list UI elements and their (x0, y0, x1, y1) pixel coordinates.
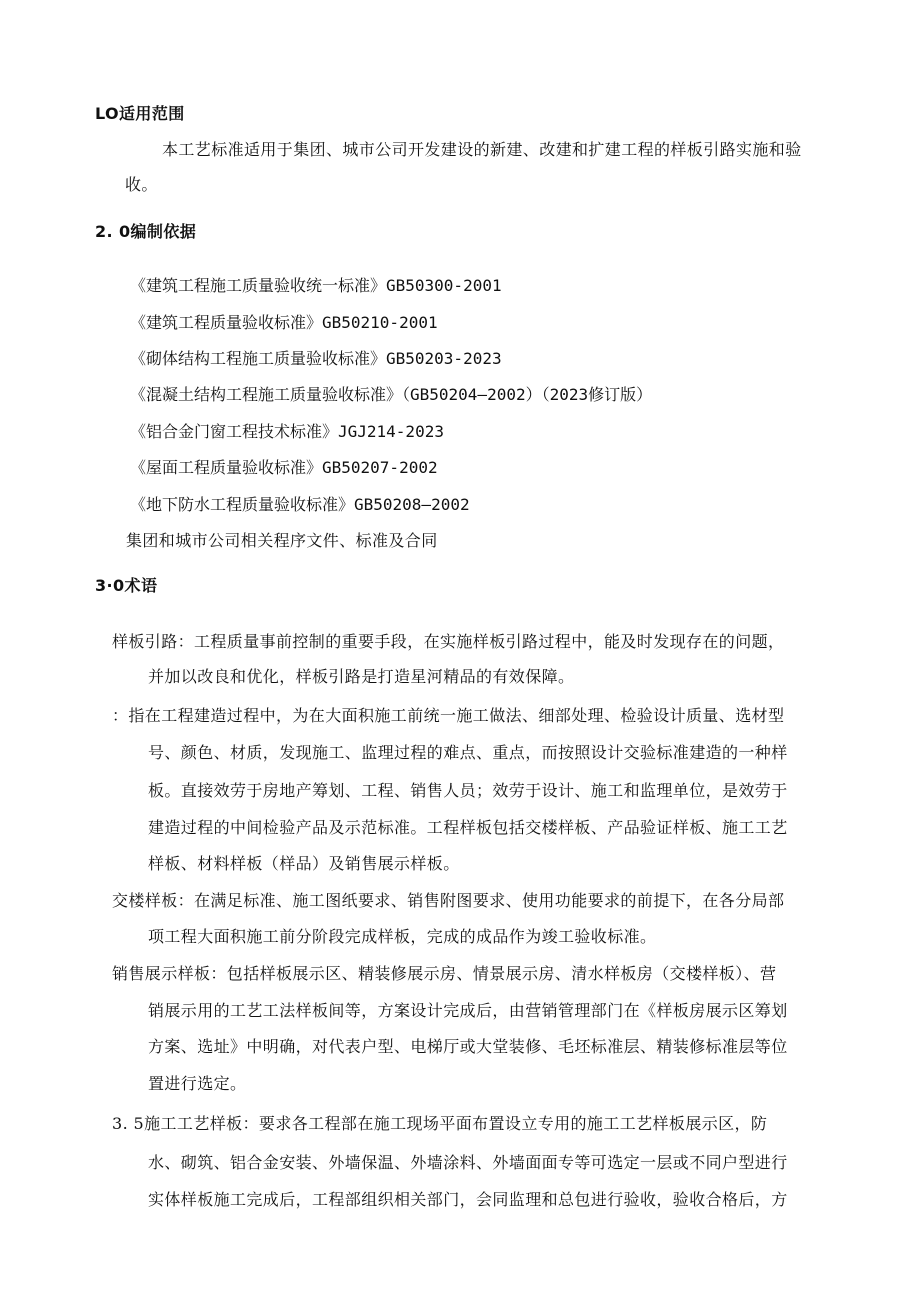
term-line: 3. 5施工工艺样板：要求各工程部在施工现场平面布置设立专用的施工工艺样板展示区，防 (112, 1114, 768, 1133)
paragraph-line: 收。 (125, 175, 158, 194)
reference-item: 《屋面工程质量验收标准》GB50207-2002 (130, 458, 438, 477)
term-line: 交楼样板：在满足标准、施工图纸要求、销售附图要求、使用功能要求的前提下，在各分局部 (112, 891, 785, 910)
section-heading-scope: LO适用范围 (95, 104, 185, 123)
reference-item: 《铝合金门窗工程技术标准》JGJ214-2023 (130, 422, 444, 441)
term-line: 样板、材料样板（样品）及销售展示样板。 (148, 854, 460, 873)
term-line: 建造过程的中间检验产品及示范标准。工程样板包括交楼样板、产品验证样板、施工工艺 (148, 818, 788, 837)
term-line: 项工程大面积施工前分阶段完成样板，完成的成品作为竣工验收标准。 (148, 927, 657, 946)
paragraph-line: 本工艺标准适用于集团、城市公司开发建设的新建、改建和扩建工程的样板引路实施和验 (162, 140, 802, 159)
reference-item: 《混凝土结构工程施工质量验收标准》（GB50204—2002）（2023修订版） (130, 385, 653, 404)
term-line: 置进行选定。 (148, 1074, 247, 1093)
reference-item: 《建筑工程质量验收标准》GB50210-2001 (130, 313, 438, 332)
term-line: 水、砌筑、铝合金安装、外墙保温、外墙涂料、外墙面面专等可选定一层或不同户型进行 (148, 1153, 788, 1172)
reference-item: 《砌体结构工程施工质量验收标准》GB50203-2023 (130, 349, 502, 368)
reference-tail: 集团和城市公司相关程序文件、标准及合同 (126, 531, 438, 550)
section-heading-terms: 3·0术语 (95, 576, 158, 595)
reference-item: 《地下防水工程质量验收标准》GB50208—2002 (130, 495, 470, 514)
term-line: 样板引路：工程质量事前控制的重要手段，在实施样板引路过程中，能及时发现存在的问题， (112, 632, 785, 651)
term-line: 板。直接效劳于房地产筹划、工程、销售人员；效劳于设计、施工和监理单位，是效劳于 (148, 781, 788, 800)
term-line: 销售展示样板：包括样板展示区、精装修展示房、情景展示房、清水样板房（交楼样板）、营 (112, 964, 777, 983)
term-line: ：指在工程建造过程中，为在大面积施工前统一施工做法、细部处理、检验设计质量、选材型 (112, 706, 785, 725)
term-line: 并加以改良和优化，样板引路是打造星河精品的有效保障。 (148, 667, 575, 686)
reference-item: 《建筑工程施工质量验收统一标准》GB50300-2001 (130, 276, 502, 295)
term-line: 号、颜色、材质，发现施工、监理过程的难点、重点，而按照设计交验标准建造的一种样 (148, 743, 788, 762)
term-line: 实体样板施工完成后，工程部组织相关部门，会同监理和总包进行验收，验收合格后，方 (148, 1190, 788, 1209)
section-heading-basis: 2. 0编制依据 (95, 222, 197, 241)
term-line: 方案、选址》中明确，对代表户型、电梯厅或大堂装修、毛坯标准层、精装修标准层等位 (148, 1037, 788, 1056)
term-line: 销展示用的工艺工法样板间等，方案设计完成后，由营销管理部门在《样板房展示区筹划 (148, 1001, 788, 1020)
